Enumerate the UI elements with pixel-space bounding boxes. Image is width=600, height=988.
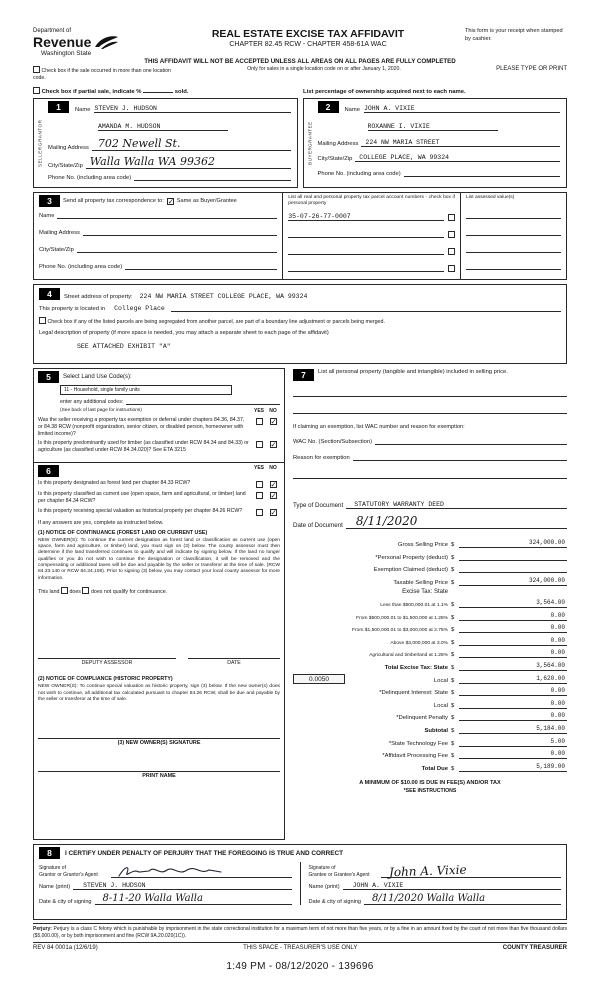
section-1-badge: 1	[48, 101, 69, 113]
money-label: Subtotal	[424, 727, 448, 734]
parcel-number-4[interactable]	[288, 264, 444, 272]
q-no-checkbox[interactable]	[270, 509, 277, 516]
check-icon: ✓	[270, 417, 277, 427]
located-in-label: This property is located in	[39, 306, 106, 313]
seller-name-label: Name	[75, 107, 91, 114]
check-icon: ✓	[270, 507, 277, 517]
see-back-note: (See back of last page for instructions)	[60, 408, 142, 414]
exemption-deferral-question	[38, 417, 280, 437]
q-yes-checkbox[interactable]	[256, 492, 263, 499]
money-label: Local	[433, 677, 448, 684]
buyer-phone-field[interactable]	[404, 169, 560, 177]
grantor-signature-field[interactable]	[111, 862, 292, 878]
located-in-value[interactable]: College Place	[114, 305, 165, 313]
personal-property-title: List all personal property (tangible and intangible) included in selling price.	[318, 369, 508, 376]
does-not-checkbox[interactable]	[82, 587, 89, 594]
money-label: Above $3,000,000 at 3.0%	[390, 640, 448, 646]
new-owner-signature-label: (3) NEW OWNER(S) SIGNATURE	[117, 740, 201, 747]
check-icon: ✓	[270, 480, 277, 490]
name-print-label: Name (print)	[39, 884, 71, 891]
partial-sale-line	[33, 86, 303, 95]
personal-property-checkbox-4[interactable]	[448, 265, 455, 272]
seller-mailing-value[interactable]: 702 Newell St.	[92, 137, 291, 151]
partial-sale-checkbox[interactable]	[33, 87, 40, 94]
name-print-label: Name (print)	[308, 884, 340, 891]
assessed-value-4[interactable]	[466, 262, 561, 270]
timber-agriculture-question	[38, 440, 280, 454]
certify-statement: I CERTIFY UNDER PENALTY OF PERJURY THAT THE FOREGOING IS TRUE AND CORRECT	[65, 849, 344, 857]
grantee-print-name[interactable]: JOHN A. VIXIE	[343, 882, 561, 890]
segregated-row	[39, 317, 561, 325]
multi-location-checkbox[interactable]	[33, 66, 40, 73]
personal-property-checkbox-3[interactable]	[448, 248, 455, 255]
excise-tax-table	[293, 539, 567, 772]
check-icon: ✓	[167, 196, 175, 206]
please-type-note: PLEASE TYPE OR PRINT	[496, 66, 567, 72]
affidavit-processing-fee-value[interactable]: 0.00	[459, 750, 567, 759]
money-label: Gross Selling Price	[397, 542, 448, 549]
perjury-notice	[33, 923, 567, 939]
question-text: Is this property receiving special valuation as historical property per chapter 84.26 RCW?	[38, 507, 243, 514]
receipt-note: This form is your receipt when stamped by cashier.	[465, 28, 563, 42]
buyer-city-value[interactable]: COLLEGE PLACE, WA 99324	[355, 154, 560, 162]
ownership-note: List percentage of ownership acquired next to each name.	[303, 89, 466, 96]
additional-codes-label: enter any additional codes:	[60, 399, 124, 406]
form-footer-row	[33, 942, 567, 951]
if-yes-note: If any answers are yes, complete as instructed below.	[38, 519, 164, 526]
excise-tax-state-header: Excise Tax: State	[402, 589, 448, 596]
q-yes-checkbox[interactable]	[256, 441, 263, 448]
money-label: *Affidavit Processing Fee	[382, 753, 448, 760]
personal-property-section	[285, 368, 567, 840]
corr-city-label: City/State/Zip	[39, 247, 74, 254]
grantor-date-city[interactable]: 8-11-20 Walla Walla	[95, 893, 292, 905]
money-label: Less than $500,000.01 at 1.1%	[380, 603, 448, 608]
segregated-note: Check box if any of the listed parcels are being segregated from another parcel, are part of a boundary line adjustment or parcels being merged.	[47, 319, 385, 326]
tier3-tax-value[interactable]: 0.00	[459, 624, 567, 633]
grantor-signature-label	[39, 865, 111, 878]
no-header: NO	[269, 408, 277, 415]
doc-type-value[interactable]: STATUTORY WARRANTY DEED	[346, 501, 567, 509]
money-label: *State Technology Fee	[388, 740, 448, 747]
see-instructions-note: *SEE INSTRUCTIONS	[403, 787, 457, 794]
same-as-buyer-label: Same as Buyer/Grantee	[176, 198, 237, 205]
assessed-value-1[interactable]	[466, 211, 561, 219]
treasurer-space-label: THIS SPACE - TREASURER'S USE ONLY	[243, 945, 358, 952]
q-yes-checkbox[interactable]	[256, 509, 263, 516]
money-label: Agricultural and timberland at 1.28%	[369, 653, 448, 659]
dollar-sign: $	[451, 652, 455, 659]
same-as-buyer-checkbox[interactable]	[167, 198, 174, 205]
grantee-signature-field[interactable]	[381, 862, 562, 878]
parcel-number-2[interactable]	[288, 230, 444, 238]
dollar-sign: $	[451, 579, 455, 586]
land-use-title: Select Land Use Code(s):	[63, 374, 132, 381]
dollar-sign: $	[451, 664, 455, 671]
money-label: *Personal Property (deduct)	[375, 554, 448, 561]
current-use-question	[38, 491, 280, 505]
dollar-sign: $	[451, 554, 455, 561]
q-no-checkbox[interactable]	[270, 481, 277, 488]
wac-label: WAC No. (Section/Subsection)	[293, 439, 373, 446]
seller-phone-label: Phone No. (including area code)	[48, 175, 132, 182]
send-correspondence-label: Send all property tax correspondence to:	[63, 198, 164, 205]
dept-of-label: Department of	[33, 28, 72, 34]
single-location-note: Only for sales in a single location code on or after January 1, 2020.	[247, 66, 401, 72]
grantee-signature: John A. Vixie	[388, 862, 467, 880]
land-use-code-field[interactable]: 11 - Household, single family units	[60, 385, 232, 395]
question-text: Is this property designated as forest land per chapter 84.33 RCW?	[38, 480, 191, 487]
does-checkbox[interactable]	[61, 587, 68, 594]
assessed-value-3[interactable]	[466, 245, 561, 253]
print-name-field[interactable]	[38, 764, 280, 772]
buyer-city-label: City/State/Zip	[317, 156, 353, 163]
subtotal-value[interactable]: 5,184.00	[459, 725, 567, 734]
parcel-number-3[interactable]	[288, 247, 444, 255]
does-text: does	[69, 589, 81, 596]
property-address-section	[33, 284, 567, 364]
corr-city-field[interactable]	[77, 245, 277, 253]
dollar-sign: $	[451, 567, 455, 574]
buyer-grantee-section	[303, 98, 568, 188]
wac-field[interactable]	[375, 437, 567, 445]
dollar-sign: $	[451, 702, 455, 709]
tier4-tax-value[interactable]: 0.00	[459, 637, 567, 646]
personal-property-deduct-value[interactable]	[459, 552, 567, 561]
tier2-tax-value[interactable]: 0.00	[459, 612, 567, 621]
q-no-checkbox[interactable]	[270, 492, 277, 499]
classification-section	[34, 463, 284, 839]
multi-location-note	[33, 66, 183, 82]
doc-date-value[interactable]: 8/11/2020	[346, 514, 567, 529]
forest-land-question	[38, 480, 280, 488]
segregated-checkbox[interactable]	[39, 317, 46, 324]
land-use-section	[34, 369, 284, 463]
total-due-value[interactable]: 5,189.00	[459, 763, 567, 772]
dollar-sign: $	[451, 690, 455, 697]
local-rate-field[interactable]: 0.0050	[293, 674, 345, 684]
no-header: NO	[269, 465, 277, 472]
seller-city-label: City/State/Zip	[48, 163, 83, 170]
form-header	[33, 28, 567, 57]
buyer-mailing-label: Mailing Address	[317, 141, 359, 148]
section-2-badge: 2	[318, 101, 339, 113]
seller-name-2[interactable]: AMANDA M. HUDSON	[98, 123, 228, 131]
date-city-label: Date & city of signing	[39, 899, 92, 906]
perjury-text: Perjury is a class C felony which is punishable by imprisonment in the state correctional institution for a maximum term of not more than five years, or by a fine in an amount fixed by the court of not more than five thousand dollars ($5,000.00), or by both imprisonment and fine (RCW 9A.20.020(1C)).	[33, 926, 568, 939]
deputy-assessor-signature-field[interactable]	[38, 651, 176, 659]
signature-of-text: Signature of	[39, 865, 66, 872]
grantor-signature	[115, 864, 225, 880]
notice-compliance-body: NEW OWNER(S): To continue special valuation as historic property, sign (3) below. If the new owner(s) does not wish to continue, all additional tax calculated pursuant to chapter 84.26 RCW, shall be due and payable by the seller or transferor at the time of sale.	[38, 684, 280, 702]
exemption-claimed-value[interactable]	[459, 564, 567, 573]
new-owner-signature-field[interactable]	[38, 731, 280, 739]
dollar-sign: $	[451, 614, 455, 621]
located-in-line	[171, 304, 561, 312]
question-text: Was the seller receiving a property tax exemption or deferral under chapters 84.36, 84.37, or 84.38 RCW (nonprofit organization, senior citizen, or disabled person, homeowner with limited income)?	[38, 417, 245, 437]
cashier-timestamp: 1:49 PM - 08/12/2020 - 139696	[226, 961, 374, 973]
seller-mailing-label: Mailing Address	[48, 145, 89, 152]
partial-sale-text: Check box if partial sale, indicate %	[41, 89, 142, 96]
parcel-numbers-column	[282, 193, 460, 279]
grantor-signature-block	[39, 862, 300, 905]
dollar-sign: $	[451, 727, 455, 734]
local-tax-value[interactable]: 1,620.00	[459, 675, 567, 684]
corr-phone-label: Phone No. (including area code)	[39, 264, 123, 271]
notice-compliance-title: (2) NOTICE OF COMPLIANCE (HISTORIC PROPERTY)	[38, 676, 173, 683]
seller-word: SELLER	[37, 145, 43, 167]
doc-type-label: Type of Document	[293, 502, 344, 510]
land-qualify-row	[38, 587, 280, 595]
assessed-values-column	[460, 193, 566, 279]
grantor-agent-text: Grantor or Grantor's Agent	[39, 871, 98, 878]
agency-logo-block	[33, 28, 151, 57]
dollar-sign: $	[451, 602, 455, 608]
multi-location-text: Check box if the sale occurred in more than one location code.	[33, 68, 171, 82]
corr-name-field[interactable]	[57, 211, 277, 219]
dollar-sign: $	[451, 677, 455, 684]
question-text: Is this property predominantly used for timber (as classified under RCW 84.34 and 84.33) or agriculture (as classified under RCW 84.34.020)? See ETA 3215	[38, 440, 249, 454]
this-land-text: This land	[38, 589, 60, 596]
seller-grantor-section	[33, 98, 298, 188]
corr-phone-field[interactable]	[125, 262, 277, 270]
seller-phone-field[interactable]	[134, 173, 290, 181]
doc-date-label: Date of Document	[293, 522, 343, 530]
total-excise-state-value[interactable]: 3,564.00	[459, 662, 567, 671]
corr-name-label: Name	[39, 213, 55, 220]
grantee-date-city[interactable]: 8/11/2020 Walla Walla	[364, 893, 561, 905]
deputy-assessor-label: DEPUTY ASSESSOR	[81, 660, 133, 667]
parcel-header: List all real and personal property tax parcel account numbers - check box if personal property	[288, 195, 455, 207]
yes-header: YES	[253, 408, 264, 415]
tax-correspondence-section	[33, 192, 567, 280]
parcel-number-1[interactable]: 35-07-26-77-0007	[288, 213, 444, 221]
section-6-badge: 6	[38, 465, 59, 477]
reason-field[interactable]	[353, 453, 567, 461]
personal-property-line-2[interactable]	[293, 406, 567, 414]
q-no-checkbox[interactable]	[270, 441, 277, 448]
print-name-label: PRINT NAME	[142, 773, 176, 780]
yes-header: YES	[253, 465, 264, 472]
corr-mailing-field[interactable]	[83, 228, 277, 236]
legal-description-value[interactable]: SEE ATTACHED EXHIBIT "A"	[77, 343, 171, 351]
exemption-note: If claiming an exemption, list WAC number and reason for exemption:	[293, 424, 465, 431]
delinquent-interest-local-value[interactable]: 0.00	[459, 700, 567, 709]
tier1-tax-value[interactable]: 3,564.00	[459, 599, 567, 608]
certification-section	[33, 844, 567, 920]
minimum-due-note: A MINIMUM OF $10.00 IS DUE IN FEE(S) AND/OR TAX	[359, 779, 501, 786]
buyer-mailing-value[interactable]: 224 NW MARIA STREET	[361, 139, 560, 147]
assessed-header: List assessed value(s)	[466, 195, 515, 201]
money-label: Taxable Selling Price	[393, 579, 448, 586]
check-icon: ✓	[270, 491, 277, 501]
seller-grantor-side-label	[35, 102, 45, 184]
money-label: Exemption Claimed (deduct)	[373, 567, 448, 574]
washington-state-label: Washington State	[41, 50, 92, 57]
money-label: Total Excise Tax: State	[384, 664, 448, 671]
state-technology-fee-value[interactable]: 5.00	[459, 738, 567, 747]
seller-name-1[interactable]: STEVEN J. HUDSON	[94, 105, 290, 113]
grantor-word: GRANTOR	[37, 119, 43, 146]
revenue-swoosh-icon	[93, 35, 119, 50]
date-label: DATE	[227, 660, 241, 667]
form-revision-number: REV 84 0001a (12/6/19)	[33, 945, 98, 952]
gross-selling-price-value[interactable]: 324,000.00	[459, 539, 567, 548]
seller-city-value[interactable]: Walla Walla WA 99362	[86, 155, 291, 169]
grantee-word: GRANTEE	[307, 121, 312, 147]
section-5-badge: 5	[38, 371, 59, 383]
notice-continuance-body: NEW OWNER(S): To continue the current designation as forest land or classification as current use (open space, farm and agriculture, or timber) land, you must sign on (3) below. The county assessor must then determine if the land transferred continues to qualify and will indicate by signing below. If the land no longer qualifies or you do not wish to continue the designation or classification, it will be removed and the compensating or additional taxes will be due and payable by the seller or transferor at the time of sale. (RCW 84.33.140 or RCW 84.34.108). Prior to signing (3) below, you may contact your local county assessor for more information.	[38, 537, 280, 581]
signature-of-text: Signature of	[308, 865, 336, 872]
street-address-value[interactable]: 224 NW MARIA STREET COLLEGE PLACE, WA 99324	[139, 293, 308, 301]
grantee-agent-text: Grantee or Grantee's Agent	[308, 871, 370, 878]
agricultural-timberland-value[interactable]: 0.00	[459, 649, 567, 658]
personal-property-line-1[interactable]	[293, 389, 567, 397]
section-3-badge: 3	[39, 195, 60, 207]
buyer-name-2[interactable]: ROXANNE I. VIXIE	[368, 123, 498, 131]
grantor-print-name[interactable]: STEVEN J. HUDSON	[73, 882, 291, 890]
check-icon: ✓	[270, 440, 277, 450]
deputy-date-field[interactable]	[188, 651, 280, 659]
reason-label: Reason for exemption	[293, 455, 350, 462]
delinquent-penalty-value[interactable]: 0.00	[459, 712, 567, 721]
title-block	[151, 28, 465, 48]
grantee-signature-label	[309, 865, 381, 878]
question-text: Is this property classified as current use (open space, farm and agricultural, or timber) land per chapter 84.34 RCW?	[38, 491, 246, 504]
section-4-badge: 4	[39, 288, 60, 300]
sold-text: sold.	[174, 89, 189, 96]
additional-codes-field[interactable]	[126, 398, 280, 405]
buyer-name-1[interactable]: JOHN A. VIXIE	[364, 105, 560, 113]
legal-description-label: Legal description of property (if more space is needed, you may attach a separate sheet to each page of the affidavit)	[39, 330, 329, 337]
chapter-line: CHAPTER 82.45 RCW - CHAPTER 458-61A WAC	[229, 41, 387, 48]
acceptance-warning: THIS AFFIDAVIT WILL NOT BE ACCEPTED UNLESS ALL AREAS ON ALL PAGES ARE FULLY COMPLETED	[144, 58, 456, 65]
reason-line-2[interactable]	[293, 471, 567, 479]
form-title: REAL ESTATE EXCISE TAX AFFIDAVIT	[211, 28, 405, 40]
buyer-word: BUYER	[307, 146, 312, 166]
buyer-name-label: Name	[344, 107, 360, 114]
money-label: From $1,500,000.01 to $3,000,000 at 2.75%	[352, 628, 448, 634]
corr-mailing-label: Mailing Address	[39, 230, 80, 237]
section-8-badge: 8	[39, 847, 60, 859]
dollar-sign: $	[451, 740, 455, 747]
money-label: *Delinquent Penalty	[396, 715, 448, 722]
dollar-sign: $	[451, 639, 455, 646]
q-yes-checkbox[interactable]	[256, 418, 263, 425]
correspondence-column	[34, 193, 282, 279]
dollar-sign: $	[451, 753, 455, 760]
taxable-selling-price-value[interactable]: 324,000.00	[459, 577, 567, 586]
dollar-sign: $	[451, 715, 455, 722]
section-7-badge: 7	[293, 369, 314, 381]
grantee-signature-block	[300, 862, 562, 905]
assessed-value-2[interactable]	[466, 228, 561, 236]
dollar-sign: $	[451, 765, 455, 772]
q-no-checkbox[interactable]	[270, 418, 277, 425]
delinquent-interest-state-value[interactable]: 0.00	[459, 687, 567, 696]
money-label: *Delinquent Interest: State	[379, 690, 448, 697]
buyer-grantee-side-label	[305, 102, 315, 184]
personal-property-checkbox-1[interactable]	[448, 214, 455, 221]
date-city-label: Date & city of signing	[308, 899, 362, 906]
does-not-text: does not qualify for continuance.	[90, 589, 168, 596]
personal-property-checkbox-2[interactable]	[448, 231, 455, 238]
county-treasurer-label: COUNTY TREASURER	[502, 945, 567, 952]
money-label: Local	[433, 702, 448, 709]
street-address-label: Street address of property:	[64, 294, 133, 301]
notice-continuance-title: (1) NOTICE OF CONTINUANCE (FOREST LAND OR CURRENT USE)	[38, 529, 208, 536]
money-label: Total Due	[421, 765, 448, 772]
dollar-sign: $	[451, 542, 455, 549]
revenue-wordmark: Revenue	[33, 34, 92, 50]
money-label: From $500,000.01 to $1,500,000 at 1.28%	[356, 615, 448, 621]
buyer-phone-label: Phone No. (including area code)	[317, 171, 401, 178]
dollar-sign: $	[451, 627, 455, 634]
partial-sale-percent-field[interactable]	[143, 86, 173, 93]
q-yes-checkbox[interactable]	[256, 481, 263, 488]
perjury-label: Perjury:	[33, 926, 52, 933]
left-column	[33, 368, 285, 840]
historical-property-question	[38, 508, 280, 516]
